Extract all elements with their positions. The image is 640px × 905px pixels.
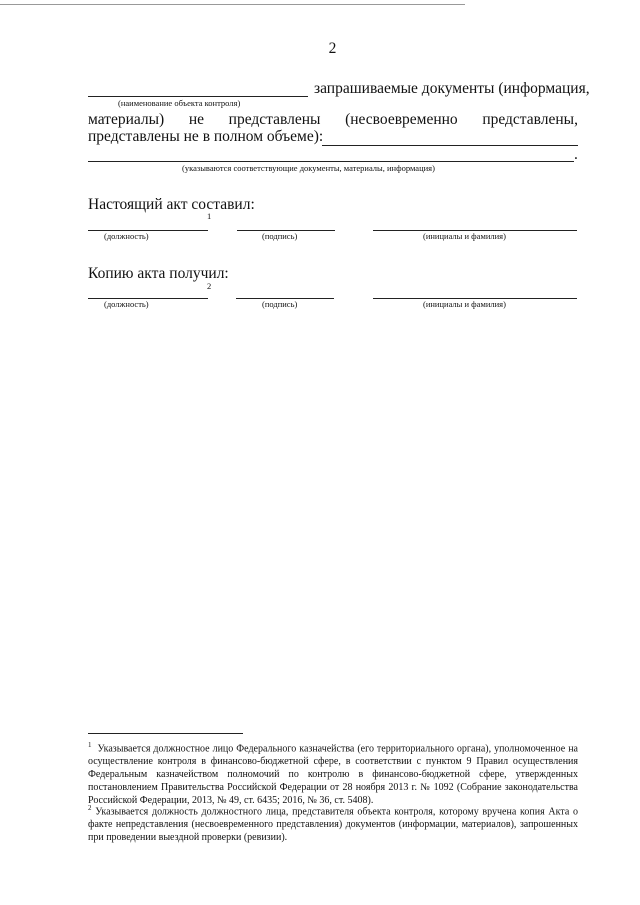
footnote-1-text: Указывается должностное лицо Федерального казначейства (его территориального органа), уполномоченное на осуществление контроля в финансово-бюджетной сфере, в соответствии с пунктом 9 Правил осуществления Федеральным казначейством полномочий по контролю в финансово-бюджетной сфере, утвержденных постановлением Правительства Российской Федерации от 28 ноября 2013 г. № 1092 (Собрание законодательства Российской Федерации, 2013, № 49, ст. 6435; 2016, № 36, ст. 5408). [88,743,578,807]
object-name-caption: (наименование объекта контроля) [118,98,241,108]
footnote-2-text: Указывается должность должностного лица, представителя объекта контроля, которому вручена копия Акта о факте непредставления (несвоевременного представления) документов (информации, материалов), запрошенных при проведении выездной проверки (ревизии). [88,806,578,844]
footnote-mark-2: 2 [207,281,212,291]
line2 [88,111,578,129]
composed-heading: Настоящий акт составил: [88,196,255,213]
page-number: 2 [328,40,337,57]
line3: представлены не в полном объеме): [88,128,324,145]
received-signature-caption: (подпись) [262,299,298,309]
received-position-caption: (должность) [104,299,149,309]
line3-blank [322,145,578,146]
docs-blank [88,161,574,162]
docs-period: . [574,146,578,163]
line2-word: представлены [228,111,321,128]
composed-signature-caption: (подпись) [262,231,298,241]
received-heading: Копию акта получил: [88,265,229,282]
object-name-blank [88,96,308,97]
footnote-separator [88,733,243,734]
line2-word: (несвоевременно [345,111,458,128]
footnote-1-mark: 1 [88,741,92,749]
footnote-1 [88,739,578,807]
top-rule [0,4,465,5]
line2-word: представлены, [482,111,578,128]
received-name-caption: (инициалы и фамилия) [423,299,506,309]
docs-caption: (указываются соответствующие документы, материалы, информация) [182,163,435,173]
composed-name-caption: (инициалы и фамилия) [423,231,506,241]
footnote-2-mark: 2 [88,804,92,812]
requested-docs-text: запрашиваемые документы (информация, [314,80,590,97]
composed-position-caption: (должность) [104,231,149,241]
footnote-mark-1: 1 [207,211,212,221]
line2-word: материалы) [88,111,165,128]
line2-word: не [188,111,205,128]
footnote-2 [88,802,578,844]
